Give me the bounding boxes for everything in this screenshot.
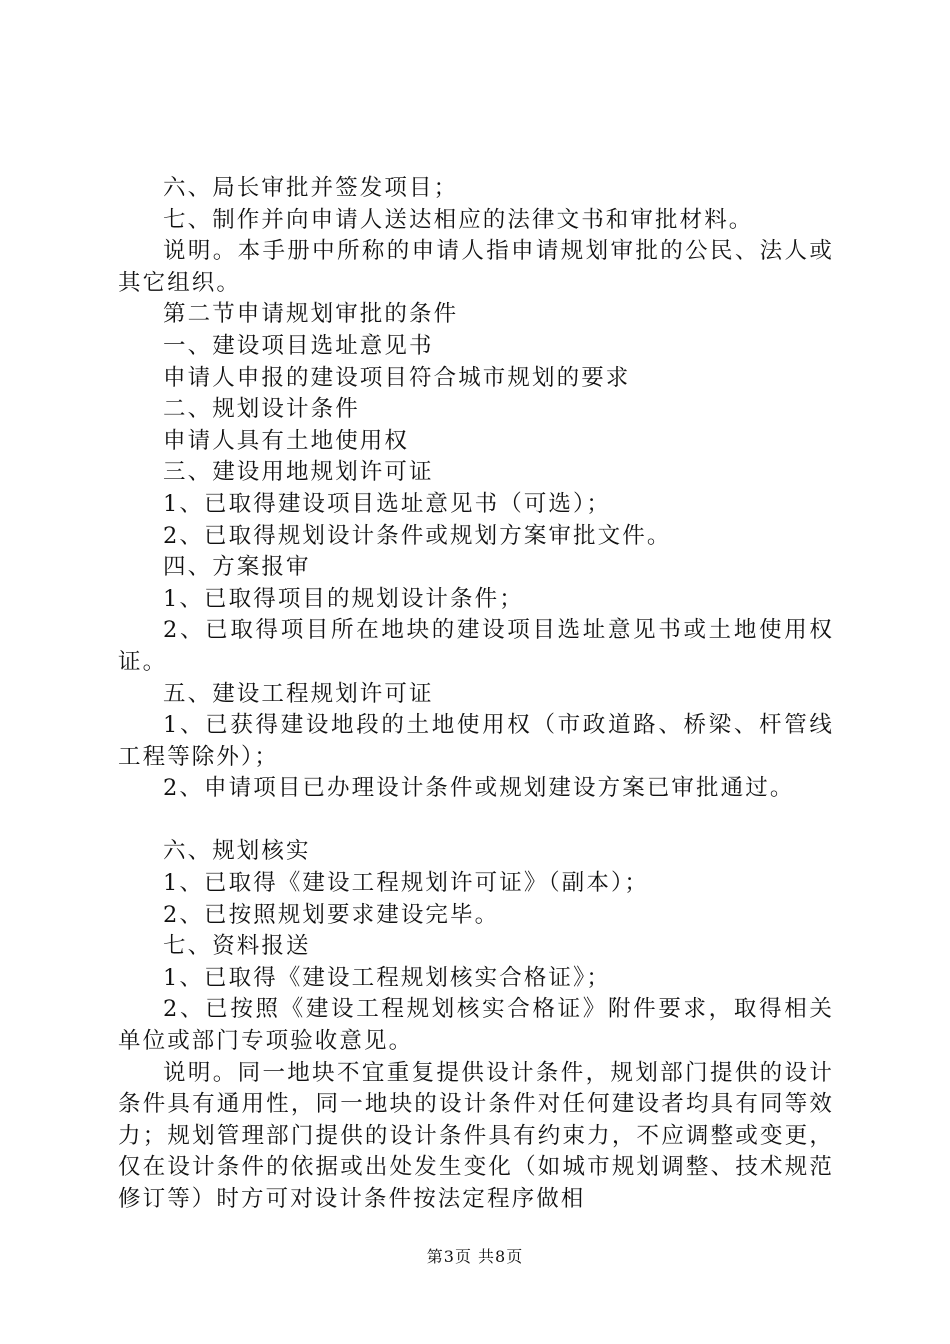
paragraph: 五、建设工程规划许可证 <box>163 680 434 707</box>
paragraph: 申请人申报的建设项目符合城市规划的要求 <box>163 364 631 391</box>
paragraph: 1、已获得建设地段的土地使用权（市政道路、桥梁、杆管线工程等除外）； <box>118 712 834 770</box>
paragraph: 2、已按照《建设工程规划核实合格证》附件要求，取得相关单位或部门专项验收意见。 <box>118 996 834 1055</box>
paragraph: 二、规划设计条件 <box>163 396 360 423</box>
paragraph: 六、局长审批并签发项目； <box>163 175 459 201</box>
paragraph: 三、建设用地规划许可证 <box>163 459 434 486</box>
paragraph: 一、建设项目选址意见书 <box>163 332 434 359</box>
page-number-footer: 第3页 共8页 <box>426 1247 524 1266</box>
paragraph: 1、已取得《建设工程规划核实合格证》； <box>163 964 611 991</box>
paragraph: 2、申请项目已办理设计条件或规划建设方案已审批通过。 <box>163 775 795 802</box>
paragraph: 1、已取得《建设工程规划许可证》（副本）； <box>163 870 649 897</box>
paragraph: 四、方案报审 <box>163 554 311 581</box>
paragraph: 2、已按照规划要求建设完毕。 <box>163 901 500 928</box>
paragraph: 1、已取得项目的规划设计条件； <box>163 585 524 612</box>
paragraph: 1、已取得建设项目选址意见书（可选）； <box>163 490 611 517</box>
section-heading: 第二节申请规划审批的条件 <box>163 301 459 328</box>
paragraph: 七、制作并向申请人送达相应的法律文书和审批材料。 <box>163 206 754 233</box>
paragraph: 申请人具有土地使用权 <box>163 427 410 454</box>
document-body <box>118 173 834 1216</box>
paragraph: 2、已取得项目所在地块的建设项目选址意见书或土地使用权证。 <box>118 617 834 675</box>
paragraph: 七、资料报送 <box>163 933 311 960</box>
paragraph: 2、已取得规划设计条件或规划方案审批文件。 <box>163 522 672 549</box>
paragraph: 说明。本手册中所称的申请人指申请规划审批的公民、法人或其它组织。 <box>118 238 834 296</box>
paragraph: 说明。同一地块不宜重复提供设计条件，规划部门提供的设计条件具有通用性，同一地块的设计条件对任何建设者均具有同等效力；规划管理部门提供的设计条件具有约束力，不应调整或变更，仅在设计条件的依据或出处发生变化（如城市规划调整、技术规范修订等）时方可对设计条件按法定程序做相 <box>118 1059 834 1212</box>
paragraph: 六、规划核实 <box>163 838 311 865</box>
